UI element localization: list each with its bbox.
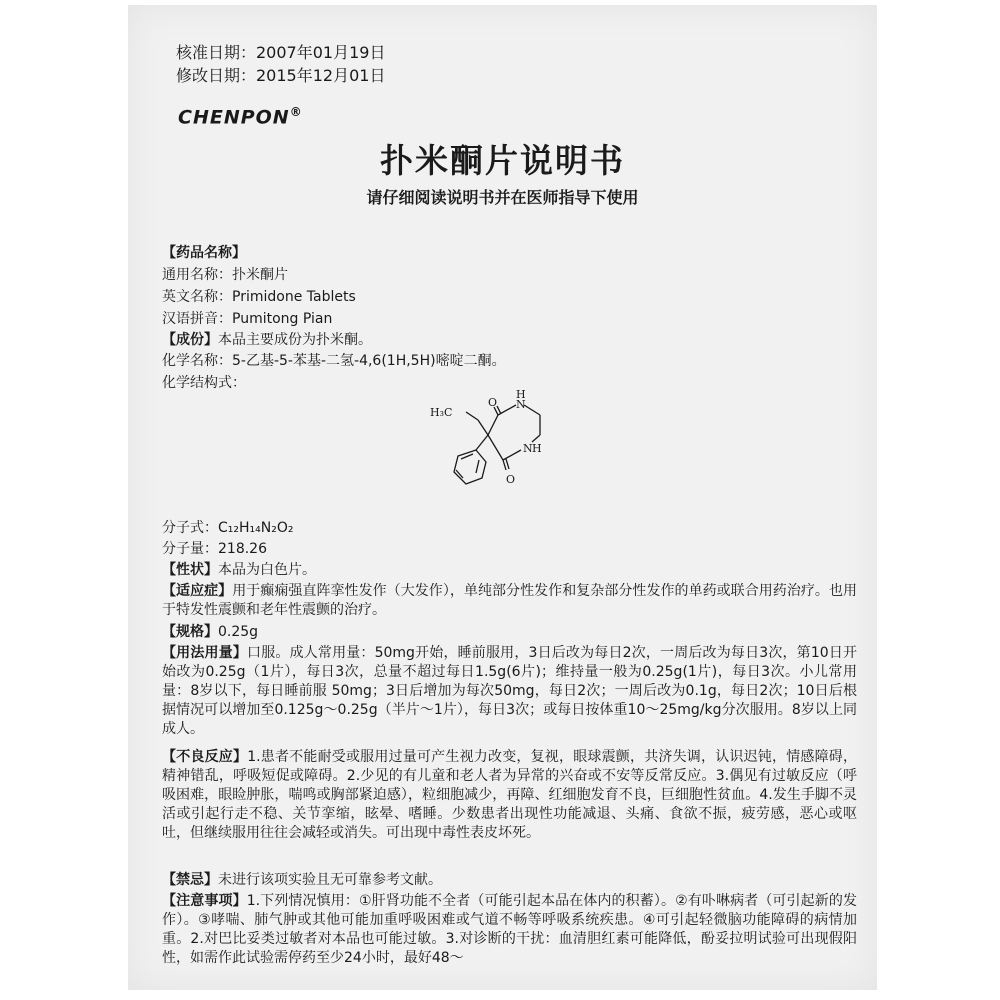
composition-text: 本品主要成份为扑米酮。 [218, 332, 372, 348]
ch3-label: H₃C [430, 406, 453, 419]
pinyin-name: 汉语拼音：Pumitong Pian [162, 311, 333, 327]
structure-label: 化学结构式： [162, 375, 246, 391]
nitrogen-label-2: N [523, 442, 533, 455]
hydrogen-label-2: H [532, 442, 542, 455]
dosage-paragraph [162, 644, 857, 739]
oxygen-label-top: O [488, 396, 498, 409]
document-title: 扑米酮片说明书 [380, 141, 625, 180]
composition-heading: 【成份】 [162, 332, 218, 348]
indications-paragraph [162, 582, 857, 620]
molecular-formula: 分子式：C₁₂H₁₄N₂O₂ [162, 520, 294, 536]
composition-line [162, 331, 857, 350]
document-subtitle: 请仔细阅读说明书并在医师指导下使用 [366, 188, 639, 207]
revision-date: 修改日期：2015年12月01日 [176, 66, 386, 85]
registered-mark: ® [289, 105, 303, 119]
brand-name: CHENPON [178, 106, 290, 129]
indications-text: 用于癫痫强直阵挛性发作（大发作），单纯部分性发作和复杂部分性发作的单药或联合用药治疗。也用于特发性震颤和老年性震颤的治疗。 [162, 583, 858, 618]
date-block [176, 41, 385, 87]
dosage-text: 口服。成人常用量：50mg开始，睡前服用，3日后改为每日2次，一周后改为每日3次，第10日开始改为0.25g（1片），每日3次，总量不超过每日1.5g(6片)；维持量一般为0.25g(1片)，每日3次。小儿常用量：8岁以下，每日睡前服 50mg；3日后增加为每次50mg，每日2次；一周后改为0.1g，每日2次；10日后根据情况可以增加至0.125g～0.25g（半片～1片），每日3次；或每日按体重10～25mg/kg分次服用。8岁以上同成人。 [162, 645, 858, 737]
molecular-weight: 分子量：218.26 [162, 541, 267, 557]
nitrogen-label-1: N [516, 398, 526, 411]
chemical-structure-diagram [428, 390, 568, 500]
precautions-paragraph [162, 892, 857, 968]
drug-name-heading: 【药品名称】 [162, 245, 246, 261]
formula-value: C₁₂H₁₄N₂O₂ [218, 520, 294, 536]
adverse-reactions-paragraph [162, 748, 857, 843]
adverse-text: 1.患者不能耐受或服用过量可产生视力改变，复视，眼球震颤，共济失调，认识迟钝，情感障碍，精神错乱，呼吸短促或障碍。2.少见的有儿童和老人者为异常的兴奋或不安等反常反应。3.偶见有过敏反应（呼吸困难，眼睑肿胀，喘鸣或胸部紧迫感），粒细胞减少，再障、红细胞发育不良，巨细胞性贫血。4.发生手脚不灵活或引起行走不稳、关节挛缩，眩晕、嗜睡。少数患者出现性功能减退、头痛、食欲不振，疲劳感，恶心或呕吐，但继续服用往往会减轻或消失。可出现中毒性表皮坏死。 [162, 749, 858, 841]
oxygen-label-bottom: O [506, 473, 516, 486]
properties-line: 【性状】本品为白色片。 [162, 562, 316, 578]
hydrogen-label-1: H [516, 390, 526, 401]
contraindications-line: 【禁忌】未进行该项实验且无可靠参考文献。 [162, 872, 442, 888]
adverse-heading: 【不良反应】 [162, 749, 248, 765]
spec-line: 【规格】0.25g [162, 624, 259, 640]
brand-logo [178, 105, 303, 128]
indications-heading: 【适应症】 [162, 583, 233, 599]
dosage-heading: 【用法用量】 [162, 645, 248, 661]
generic-name: 通用名称：扑米酮片 [162, 267, 288, 283]
leaflet-page [128, 5, 877, 990]
english-name: 英文名称：Primidone Tablets [162, 289, 356, 305]
approval-date: 核准日期：2007年01月19日 [176, 43, 386, 62]
precautions-heading: 【注意事项】 [162, 893, 247, 909]
precautions-text: 1.下列情况慎用：①肝肾功能不全者（可能引起本品在体内的积蓄）。②有卟啉病者（可引起新的发作）。③哮喘、肺气肿或其他可能加重呼吸困难或气道不畅等呼吸系统疾患。④可引起轻微脑功能障碍的病情加重。2.对巴比妥类过敏者对本品也可能过敏。3.对诊断的干扰：血清胆红素可能降低，酚妥拉明试验可出现假阳性，如需作此试验需停药至少24小时，最好48～ [162, 893, 857, 966]
chemical-name: 化学名称：5-乙基-5-苯基-二氢-4,6(1H,5H)嘧啶二酮。 [162, 353, 506, 369]
